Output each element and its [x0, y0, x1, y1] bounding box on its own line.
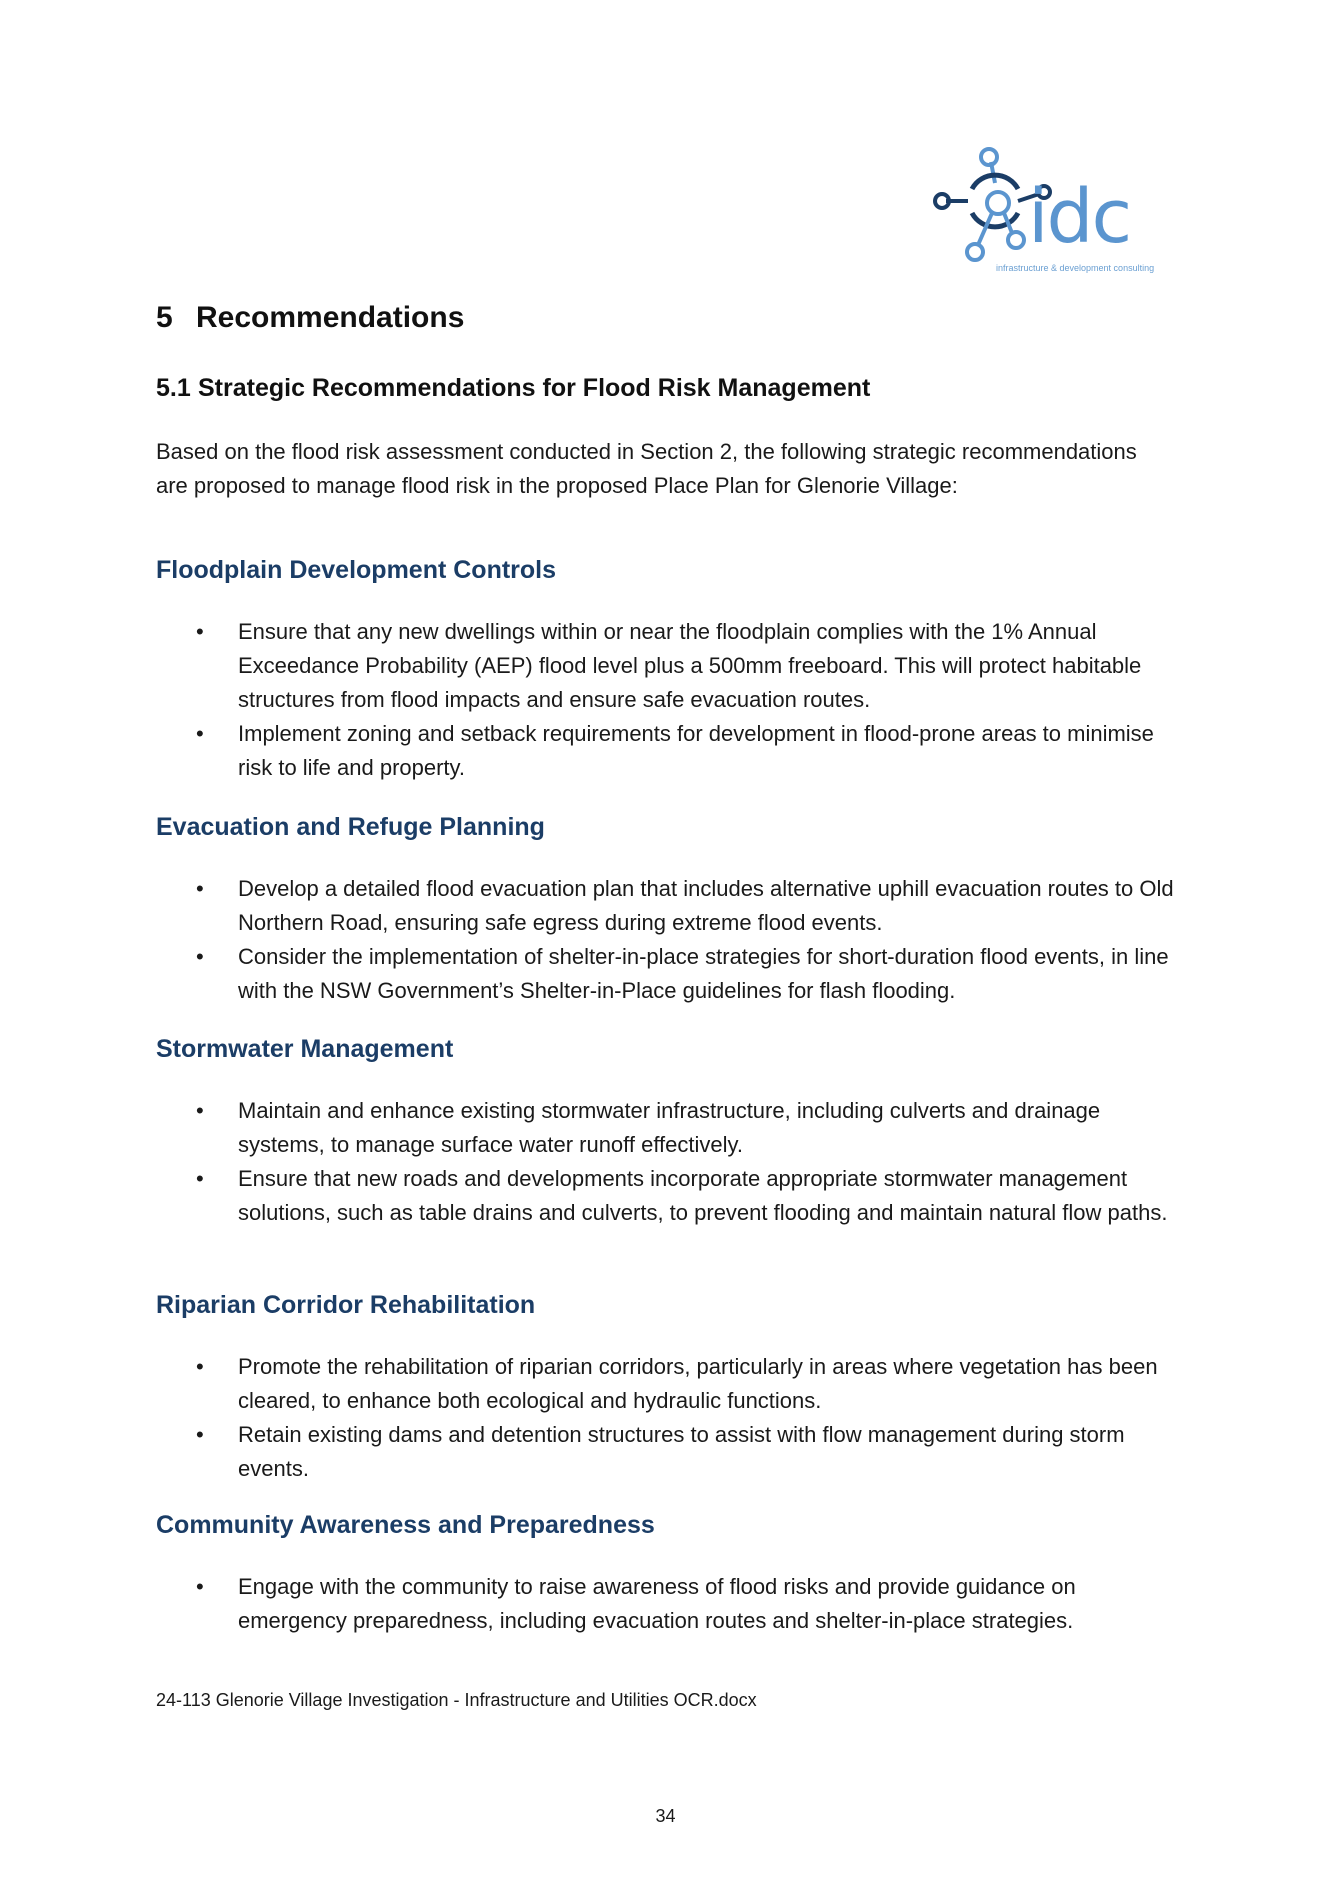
bullet-icon: • [196, 1422, 204, 1447]
list-item [156, 615, 1186, 717]
subsection-title: Riparian Corridor Rehabilitation [156, 1291, 536, 1319]
list-item-text: Develop a detailed flood evacuation plan that includes alternative uphill evacuation routes to Old Northern Road, ensuring safe egress during extreme flood events. [238, 876, 1174, 935]
list-item-text: Engage with the community to raise awareness of flood risks and provide guidance on emergency preparedness, including evacuation routes and shelter-in-place strategies. [238, 1574, 1076, 1633]
bullet-icon: • [196, 721, 204, 746]
section-number: 5.1 [156, 374, 191, 402]
list-item [156, 1418, 1186, 1486]
chapter-heading [156, 301, 464, 335]
list-item-text: Consider the implementation of shelter-in-place strategies for short-duration flood events, in line with the NSW Government’s Shelter-in-Place guidelines for flash flooding. [238, 944, 1169, 1003]
bullet-list [156, 872, 1186, 1008]
bullet-list [156, 1094, 1186, 1230]
bullet-icon: • [196, 1166, 204, 1191]
subsection-community [156, 1508, 1186, 1638]
logo-tagline: infrastructure & development consulting [996, 263, 1155, 273]
list-item-text: Implement zoning and setback requirements for development in flood-prone areas to minimise risk to life and property. [238, 721, 1154, 780]
list-item [156, 1094, 1186, 1162]
list-item [156, 872, 1186, 940]
page-number: 34 [655, 1806, 676, 1826]
subsection-title: Evacuation and Refuge Planning [156, 813, 545, 841]
bullet-icon: • [196, 619, 204, 644]
chapter-title: Recommendations [196, 301, 465, 334]
list-item-text: Ensure that any new dwellings within or near the floodplain complies with the 1% Annual Exceedance Probability (AEP) flood level plus a 500mm freeboard. This will protect habitable structures from flood impacts and ensure safe evacuation routes. [238, 619, 1142, 712]
subsection-title: Community Awareness and Preparedness [156, 1511, 655, 1539]
logo-wordmark: idc [1028, 174, 1131, 260]
subsection-floodplain [156, 553, 1186, 785]
section-title: Strategic Recommendations for Flood Risk Management [198, 374, 871, 402]
bullet-icon: • [196, 876, 204, 901]
section-heading [156, 374, 870, 403]
list-item-text: Ensure that new roads and developments incorporate appropriate stormwater management solutions, such as table drains and culverts, to prevent flooding and maintain natural flow paths. [238, 1166, 1168, 1225]
bullet-icon: • [196, 944, 204, 969]
subsection-riparian [156, 1288, 1186, 1486]
list-item [156, 1162, 1186, 1230]
subsection-title: Floodplain Development Controls [156, 556, 557, 584]
list-item-text: Promote the rehabilitation of riparian corridors, particularly in areas where vegetation has been cleared, to enhance both ecological and hydraulic functions. [238, 1354, 1158, 1413]
list-item-text: Maintain and enhance existing stormwater infrastructure, including culverts and drainage systems, to manage surface water runoff effectively. [238, 1098, 1101, 1157]
list-item [156, 1570, 1186, 1638]
list-item [156, 940, 1186, 1008]
list-item [156, 717, 1186, 785]
subsection-stormwater [156, 1032, 1186, 1230]
list-item [156, 1350, 1186, 1418]
bullet-icon: • [196, 1574, 204, 1599]
intro-paragraph: Based on the flood risk assessment conducted in Section 2, the following strategic recommendations are proposed to manage flood risk in the proposed Place Plan for Glenorie Village: [156, 439, 1137, 498]
bullet-icon: • [196, 1098, 204, 1123]
list-item-text: Retain existing dams and detention structures to assist with flow management during storm events. [238, 1422, 1125, 1481]
bullet-list [156, 1570, 1186, 1638]
bullet-list [156, 1350, 1186, 1486]
chapter-number: 5 [156, 301, 173, 334]
subsection-evacuation [156, 810, 1186, 1008]
bullet-list [156, 615, 1186, 785]
subsection-title: Stormwater Management [156, 1035, 454, 1063]
bullet-icon: • [196, 1354, 204, 1379]
footer-document-name: 24-113 Glenorie Village Investigation - Infrastructure and Utilities OCR.docx [156, 1690, 757, 1710]
